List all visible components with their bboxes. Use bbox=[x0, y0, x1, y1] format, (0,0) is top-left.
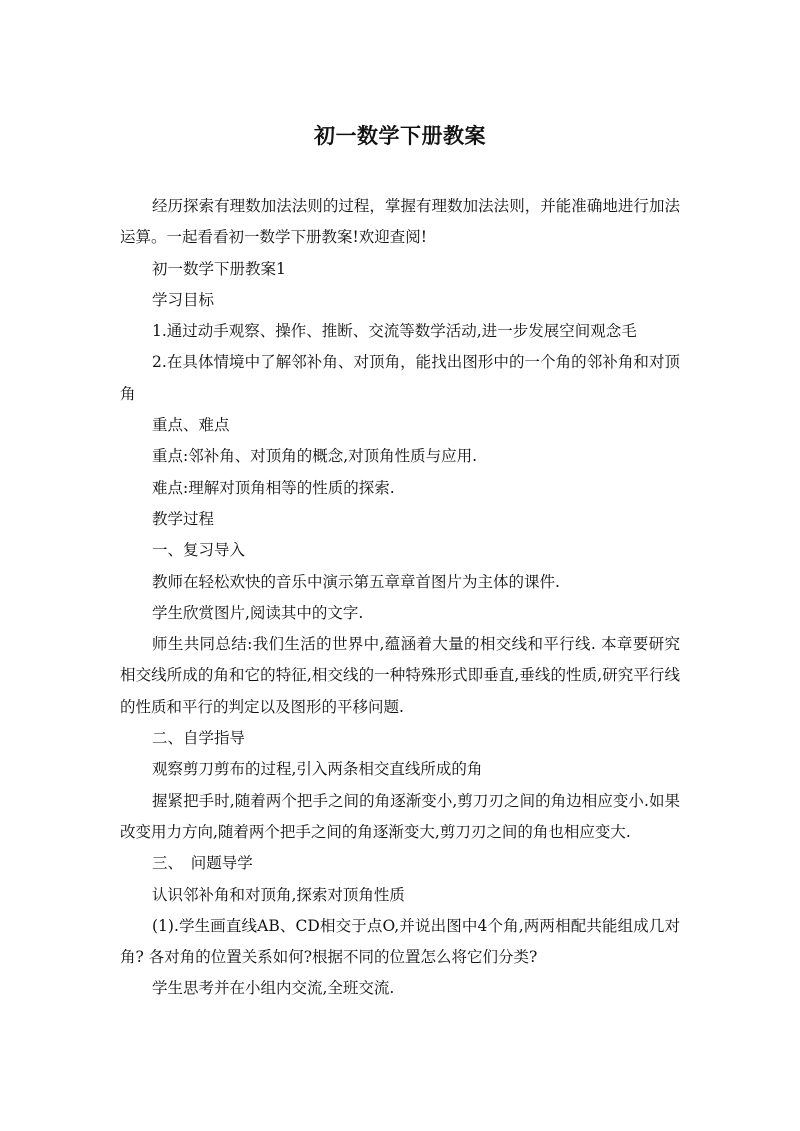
paragraph-summary: 师生共同总结:我们生活的世界中,蕴涵着大量的相交线和平行线. 本章要研究相交线所成的角和它的特征,相交线的一种特殊形式即垂直,垂线的性质,研究平行线的性质和平行的判定以及图形的平移问题. bbox=[120, 635, 680, 716]
paragraph-angles-intro: 认识邻补角和对顶角,探索对顶角性质 bbox=[152, 885, 405, 904]
paragraph-discussion: 学生思考并在小组内交流,全班交流. bbox=[152, 979, 395, 998]
paragraph-goal-1: 1.通过动手观察、操作、推断、交流等数学活动,进一步发展空间观念毛 bbox=[152, 322, 637, 341]
paragraph-scissors-intro: 观察剪刀剪布的过程,引入两条相交直线所成的角 bbox=[152, 760, 483, 779]
paragraph-key-point: 重点:邻补角、对顶角的概念,对顶角性质与应用. bbox=[152, 447, 478, 466]
document-body bbox=[120, 191, 680, 1005]
paragraph-section-3-heading: 三、 问题导学 bbox=[152, 854, 253, 873]
paragraph-scissors-detail: 握紧把手时,随着两个把手之间的角逐渐变小,剪刀刃之间的角边相应变小.如果改变用力方向,随着两个把手之间的角逐渐变大,剪刀刃之间的角也相应变大. bbox=[120, 791, 680, 841]
paragraph-section-2-heading: 二、自学指导 bbox=[152, 729, 246, 748]
paragraph-teaching-process-heading: 教学过程 bbox=[152, 509, 215, 528]
paragraph-student-view: 学生欣赏图片,阅读其中的文字. bbox=[152, 603, 364, 622]
paragraph-goal-2: 2.在具体情境中了解邻补角、对顶角，能找出图形中的一个角的邻补角和对顶角 bbox=[120, 353, 680, 403]
document-title: 初一数学下册教案 bbox=[314, 124, 486, 148]
paragraph-lesson-heading: 初一数学下册教案1 bbox=[152, 259, 286, 278]
paragraph-difficult-point: 难点:理解对顶角相等的性质的探索. bbox=[152, 478, 395, 497]
paragraph-section-1-heading: 一、复习导入 bbox=[152, 541, 246, 560]
paragraph-activity-1: (1).学生画直线AB、CD相交于点O,并说出图中4个角,两两相配共能组成几对角? 各对角的位置关系如何?根据不同的位置怎么将它们分类? bbox=[120, 916, 680, 967]
paragraph-key-points-heading: 重点、难点 bbox=[152, 416, 230, 435]
paragraph-intro: 经历探索有理数加法法则的过程，掌握有理数加法法则，并能准确地进行加法运算。一起看看初一数学下册教案!欢迎查阅! bbox=[120, 197, 680, 247]
paragraph-teacher-demo: 教师在轻松欢快的音乐中演示第五章章首图片为主体的课件. bbox=[152, 572, 560, 591]
paragraph-learning-goals-heading: 学习目标 bbox=[152, 290, 215, 309]
